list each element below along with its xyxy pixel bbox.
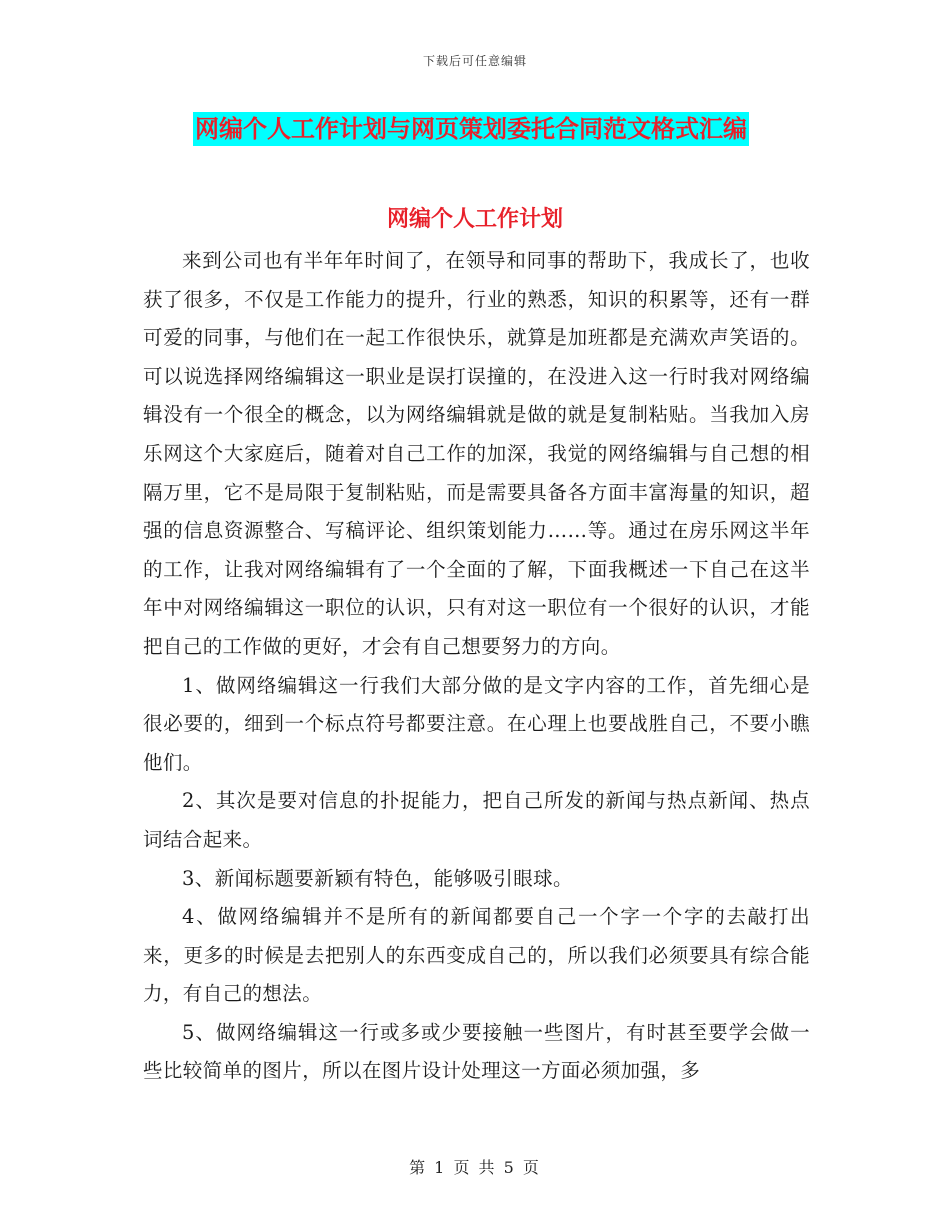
page-number: 第 1 页 共 5 页 (409, 1158, 541, 1177)
page-footer (0, 1155, 950, 1178)
paragraph: 2、其次是要对信息的扑捉能力，把自己所发的新闻与热点新闻、热点词结合起来。 (143, 789, 810, 851)
paragraph: 3、新闻标题要新颖有特色，能够吸引眼球。 (182, 866, 573, 890)
header-note: 下载后可任意编辑 (422, 54, 527, 68)
paragraph: 4、做网络编辑并不是所有的新闻都要自己一个字一个字的去敲打出来，更多的时候是去把别人的东西变成自己的，所以我们必须要具有综合能力，有自己的想法。 (143, 905, 810, 1006)
paragraph: 5、做网络编辑这一行或多或少要接触一些图片，有时甚至要学会做一些比较简单的图片，所以在图片设计处理这一方面必须加强，多 (143, 1020, 810, 1083)
section-title: 网编个人工作计划 (386, 207, 563, 232)
document-title: 网编个人工作计划与网页策划委托合同范文格式汇编 (193, 112, 749, 146)
body-text (143, 242, 810, 1091)
paragraph: 1、做网络编辑这一行我们大部分做的是文字内容的工作，首先细心是很必要的，细到一个标点符号都要注意。在心理上也要战胜自己，不要小瞧他们。 (143, 673, 810, 774)
paragraph: 来到公司也有半年年时间了，在领导和同事的帮助下，我成长了，也收获了很多，不仅是工作能力的提升，行业的熟悉，知识的积累等，还有一群可爱的同事，与他们在一起工作很快乐，就算是加班都是充满欢声笑语的。可以说选择网络编辑这一职业是误打误撞的，在没进入这一行时我对网络编辑没有一个很全的概念，以为网络编辑就是做的就是复制粘贴。当我加入房乐网这个大家庭后，随着对自己工作的加深，我觉的网络编辑与自己想的相隔万里，它不是局限于复制粘贴，而是需要具备各方面丰富海量的知识，超强的信息资源整合、写稿评论、组织策划能力……等。通过在房乐网这半年的工作，让我对网络编辑有了一个全面的了解，下面我概述一下自己在这半年中对网络编辑这一职位的认识，只有对这一职位有一个很好的认识，才能把自己的工作做的更好，才会有自己想要努力的方向。 (143, 249, 810, 658)
